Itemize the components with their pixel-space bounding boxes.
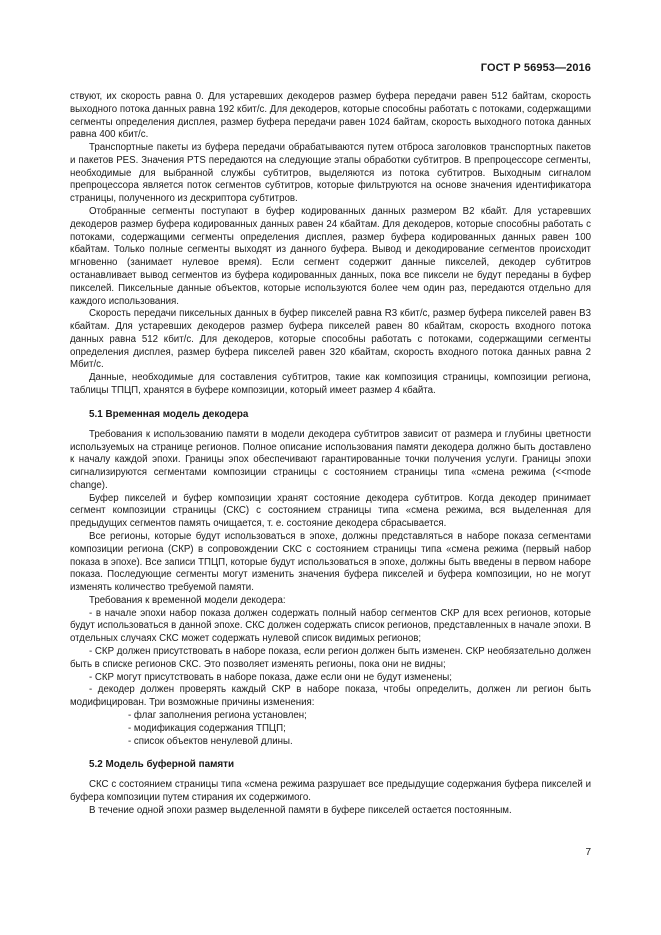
paragraph: ствуют, их скорость равна 0. Для устаревших декодеров размер буфера передачи равен 512 байтам, скорость выходного потока данных равна 192 кбит/с. Для декодеров, которые способны работать с потоками, содержащими сегменты определения дисплея, размер буфера передачи равен 1024 байтам, скорость выходного потока данных равна 400 кбит/с. [70, 91, 591, 141]
sub-list-item: - список объектов ненулевой длины. [128, 735, 293, 747]
paragraph: Отобранные сегменты поступают в буфер кодированных данных размером B2 кбайт. Для устаревших декодеров размер буфера кодированных данных равен 24 кбайтам. Для декодеров, которые способны работать с потоками, содержащими сегменты определения дисплея, размер буфера кодированных данных равен 100 кбайтам. Только полные сегменты выходят из данного буфера. Вывод и декодирование сегментов происходит мгновенно (занимает нулевое время). Если сегмент содержит данные пикселей, декодер субтитров останавливает вывод сегментов из буфера кодированных данных, пока все пиксели не будут переданы в буфер пикселей. Пиксельные данные объектов, которые используются более чем один раз, передаются отдельно для каждого использования. [70, 206, 591, 307]
list-item: - СКР могут присутствовать в наборе показа, даже если они не будут изменены; [89, 671, 452, 683]
section-heading-5-2: 5.2 Модель буферной памяти [89, 759, 235, 771]
paragraph: Транспортные пакеты из буфера передачи обрабатываются путем отброса заголовков транспортных пакетов и пакетов PES. Значения PTS передаются на следующие этапы обработки субтитров. В препроцессоре сегменты, необходимые для выбранной службы субтитров, выделяются из потока субтитров. Выходным сигналом препроцессора является поток сегментов субтитров, которые фильтруются на основе значения идентификатора страницы, полученного из дескриптора субтитров. [70, 142, 591, 205]
paragraph: Скорость передачи пиксельных данных в буфер пикселей равна R3 кбит/с, размер буфера пикселей равен B3 кбайтам. Для устаревших декодеров размер буфера пикселей равен 80 кбайтам, скорость входного потока данных равна 512 кбит/с. Для декодеров, которые способны работать с потоками, содержащими сегменты определения дисплея, размер буфера пикселей равен 320 кбайтам, скорость входного потока данных равна 2 Мбит/с. [70, 308, 591, 371]
paragraph: СКС с состоянием страницы типа «смена режима разрушает все предыдущие содержания буфера пикселей и буфера композиции путем стирания их содержимого. [70, 779, 591, 804]
paragraph: Буфер пикселей и буфер композиции хранят состояние декодера субтитров. Когда декодер принимает сегмент композиции страницы (СКС) с состоянием страницы типа «смена режима, вся выделенная для предыдущих сегментов память очищается, т. е. состояние декодера сбрасывается. [70, 492, 591, 530]
paragraph: Требования к использованию памяти в модели декодера субтитров зависит от размера и глубины цветности используемых на странице регионов. Полное описание использования памяти декодера должно быть доставлено к началу каждой эпохи. Границы эпох обеспечивают гарантированные точки получения услуги. Границы эпохи сигнализируются сегментами композиции страницы с состоянием страницы типа «смена режима (<<mode change). [70, 428, 591, 491]
document-header: ГОСТ Р 56953—2016 [480, 62, 591, 74]
paragraph: Все регионы, которые будут использоваться в эпохе, должны представляться в наборе показа сегментами композиции региона (СКР) в сопровождении СКС с состоянием страницы типа «смена режима (первый набор показа в эпохе). Все записи ТПЦП, которые будут использоваться в эпохе, должны быть введены в первом наборе показа. Последующие сегменты могут изменить значения буфера пикселей и буфера композиции, но не могут изменять количество требуемой памяти. [70, 531, 591, 594]
page-body [70, 91, 591, 818]
list-item: - в начале эпохи набор показа должен содержать полный набор сегментов СКР для всех регионов, которые будут использоваться в данной эпохе. СКС должен содержать список регионов, представленных в начале эпохи. В отдельных случаях СКС может содержать нулевой список видимых регионов; [70, 607, 591, 645]
page-number: 7 [585, 847, 591, 858]
section-heading-5-1: 5.1 Временная модель декодера [89, 408, 249, 420]
list-item: - СКР должен присутствовать в наборе показа, если регион должен быть изменен. СКР необязательно должен быть в списке регионов СКС. Это позволяет изменять регионы, пока они не видны; [70, 646, 591, 670]
paragraph: Данные, необходимые для составления субтитров, такие как композиция страницы, композиции региона, таблицы ТПЦП, хранятся в буфере композиции, который имеет размер 4 кбайта. [70, 372, 591, 396]
list-item: - декодер должен проверять каждый СКР в наборе показа, чтобы определить, должен ли регион быть модифицирован. Три возможные причины изменения: [70, 684, 591, 709]
sub-list-item: - флаг заполнения региона установлен; [128, 709, 307, 721]
sub-list-item: - модификация содержания ТПЦП; [128, 722, 286, 734]
paragraph: В течение одной эпохи размер выделенной памяти в буфере пикселей остается постоянным. [89, 804, 512, 816]
paragraph: Требования к временной модели декодера: [89, 594, 286, 606]
